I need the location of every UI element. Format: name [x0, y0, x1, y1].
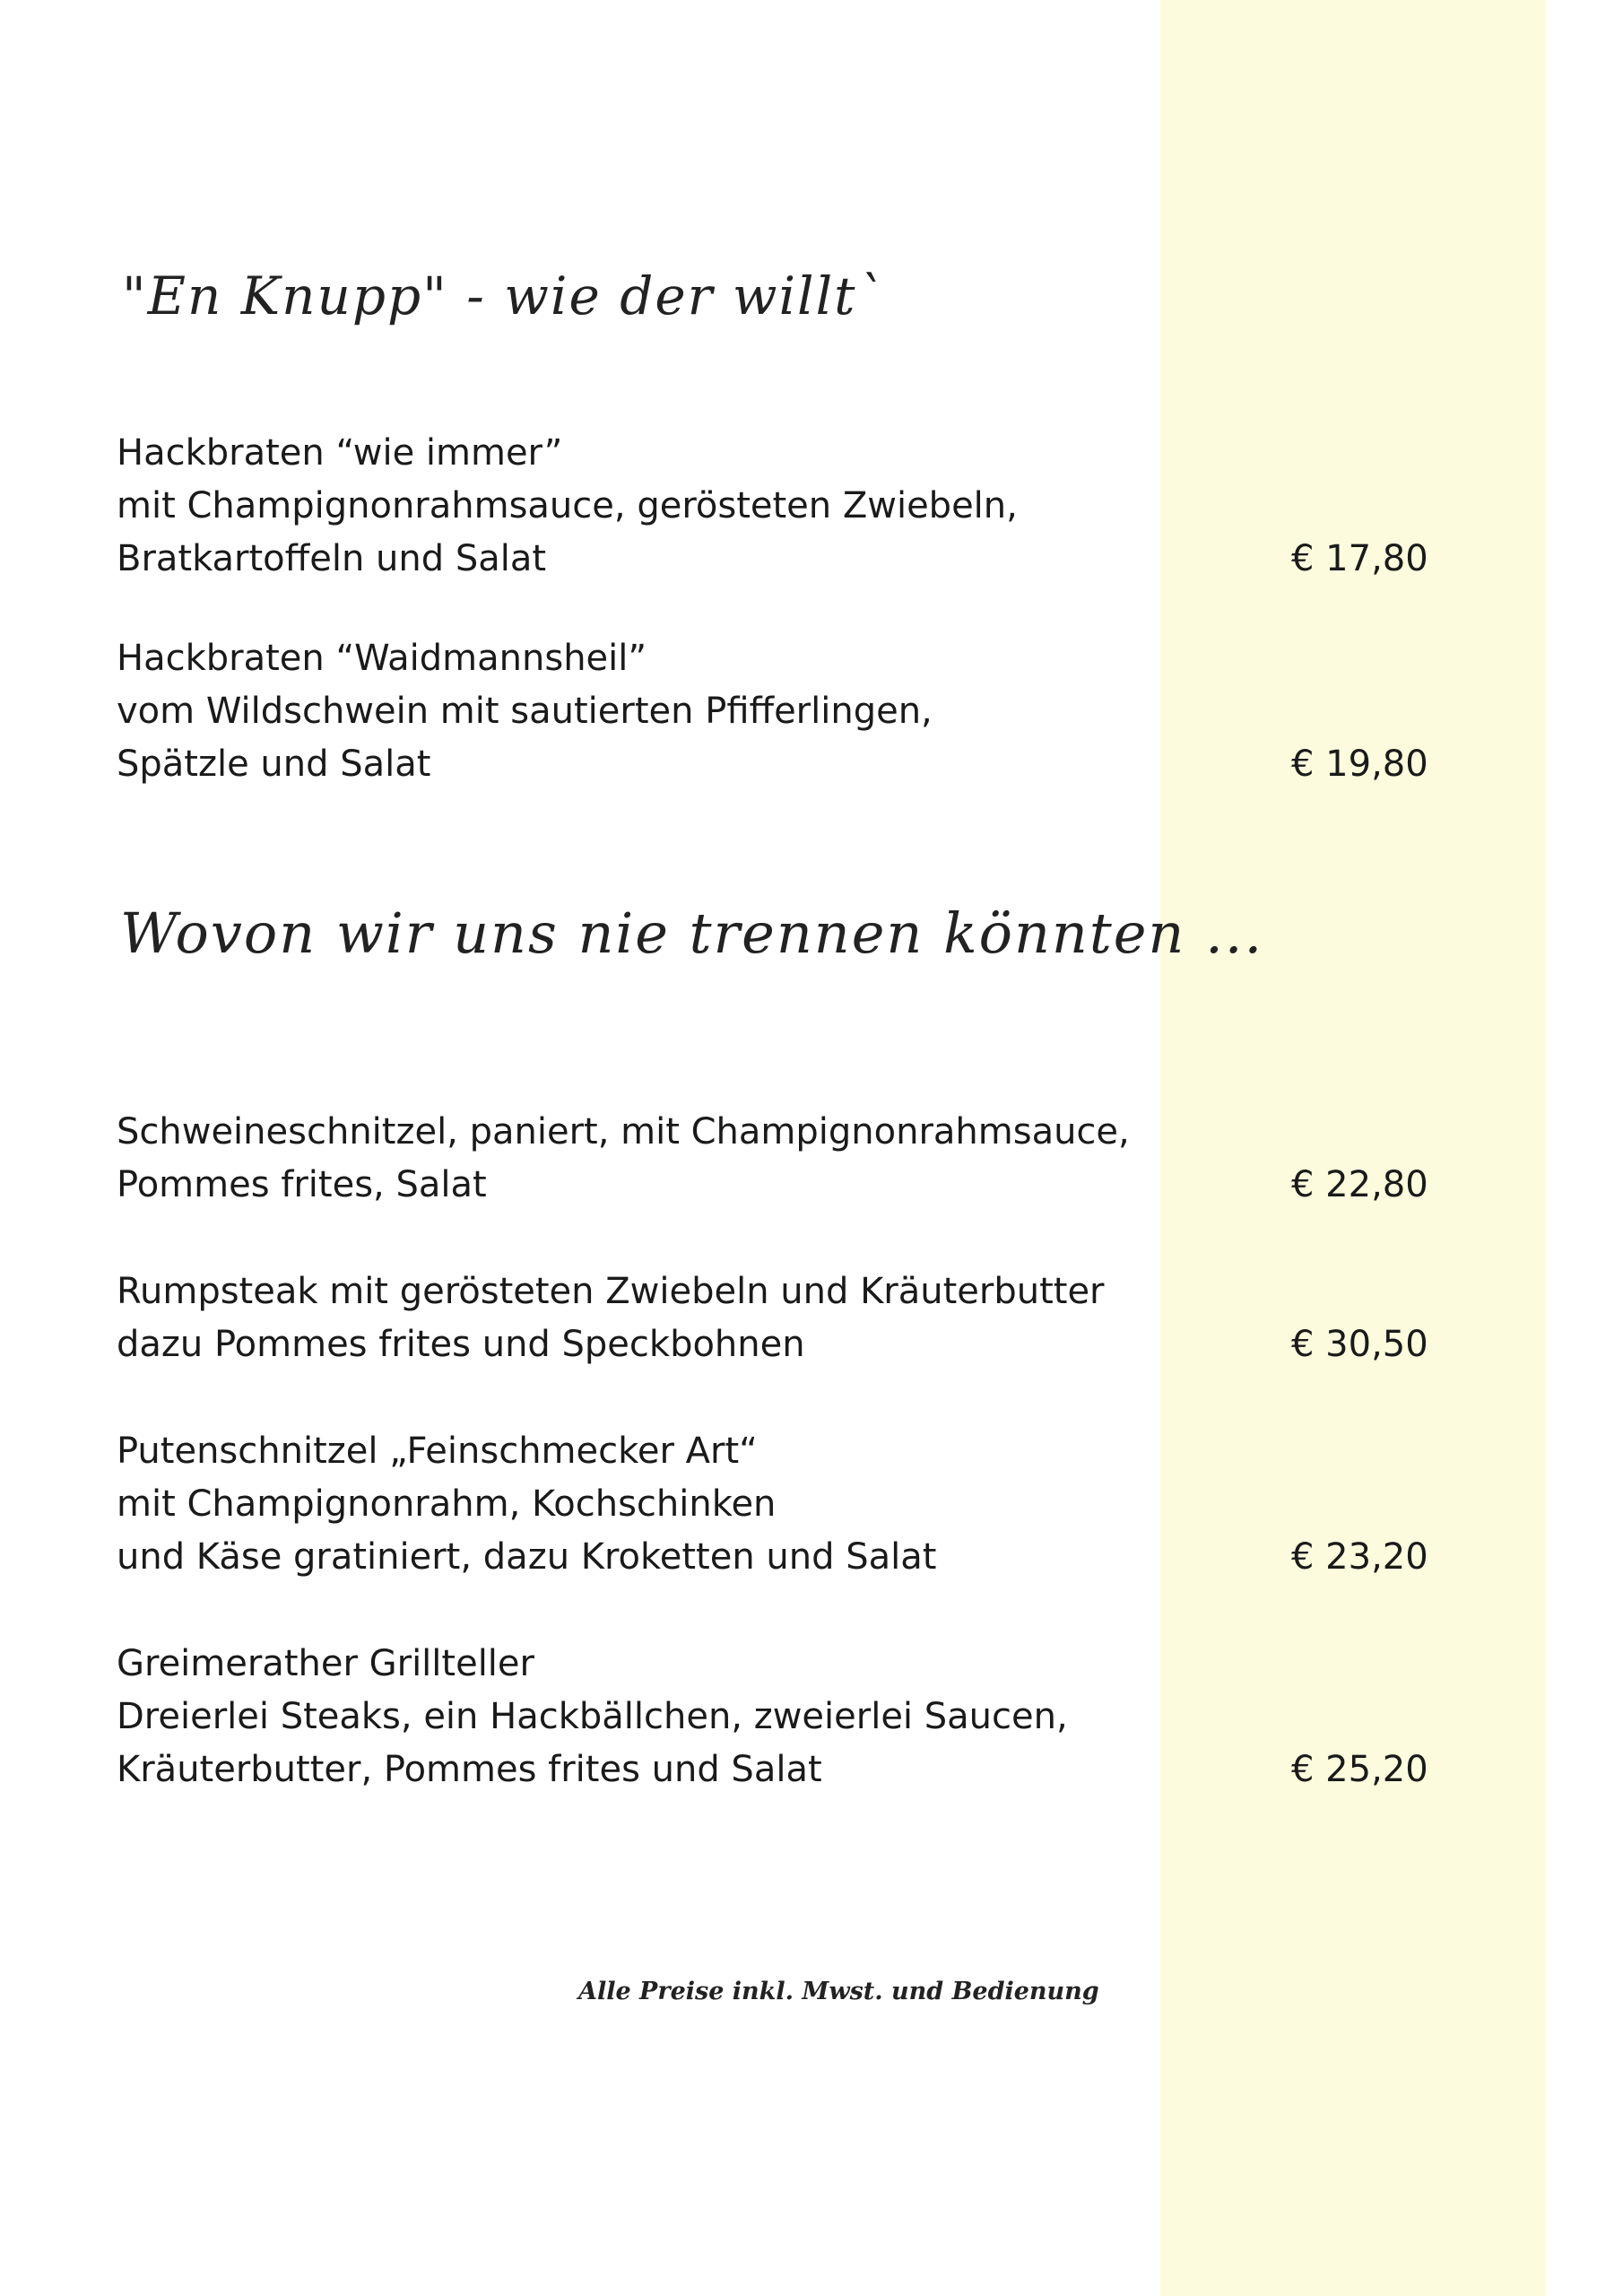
- item-description: dazu Pommes frites und Speckbohnen: [117, 1324, 805, 1365]
- item-name: Putenschnitzel „Feinschmecker Art“: [117, 1431, 758, 1472]
- item-price: € 22,80: [1291, 1164, 1428, 1205]
- item-description: mit Champignonrahm, Kochschinken: [117, 1483, 777, 1525]
- menu-item-hackbraten-waidmannsheil: [117, 632, 1435, 791]
- item-price: € 25,20: [1291, 1749, 1428, 1790]
- menu-item-grillteller: [117, 1638, 1435, 1796]
- item-name: Greimerather Grillteller: [117, 1643, 534, 1684]
- item-price: € 23,20: [1291, 1536, 1428, 1578]
- item-price: € 19,80: [1291, 744, 1428, 785]
- item-description: Dreierlei Steaks, ein Hackbällchen, zweierlei Saucen,: [117, 1696, 1068, 1737]
- menu-item-rumpsteak: [117, 1265, 1435, 1371]
- item-description: und Käse gratiniert, dazu Kroketten und Salat: [117, 1536, 937, 1578]
- item-price: € 17,80: [1291, 538, 1428, 579]
- price-note-footer: Alle Preise inkl. Mwst. und Bedienung: [578, 1978, 1099, 2005]
- item-name: Hackbraten “wie immer”: [117, 432, 563, 474]
- item-description: Bratkartoffeln und Salat: [117, 538, 547, 579]
- item-name: Hackbraten “Waidmannsheil”: [117, 638, 647, 679]
- item-description: Pommes frites, Salat: [117, 1164, 487, 1205]
- item-price: € 30,50: [1291, 1324, 1428, 1365]
- item-description: Spätzle und Salat: [117, 744, 431, 785]
- menu-item-hackbraten-wie-immer: [117, 427, 1435, 586]
- item-description: vom Wildschwein mit sautierten Pfifferlingen,: [117, 691, 933, 732]
- section-heading-en-knupp: "En Knupp" - wie der willt`: [122, 265, 885, 326]
- menu-item-putenschnitzel: [117, 1425, 1435, 1584]
- section-heading-wovon-wir: Wovon wir uns nie trennen könnten ...: [120, 900, 1264, 966]
- item-name: Rumpsteak mit gerösteten Zwiebeln und Kräuterbutter: [117, 1271, 1105, 1312]
- item-description: Kräuterbutter, Pommes frites und Salat: [117, 1749, 822, 1790]
- item-description: mit Champignonrahmsauce, gerösteten Zwiebeln,: [117, 485, 1018, 526]
- item-name: Schweineschnitzel, paniert, mit Champignonrahmsauce,: [117, 1111, 1130, 1152]
- menu-item-schweineschnitzel: [117, 1106, 1435, 1212]
